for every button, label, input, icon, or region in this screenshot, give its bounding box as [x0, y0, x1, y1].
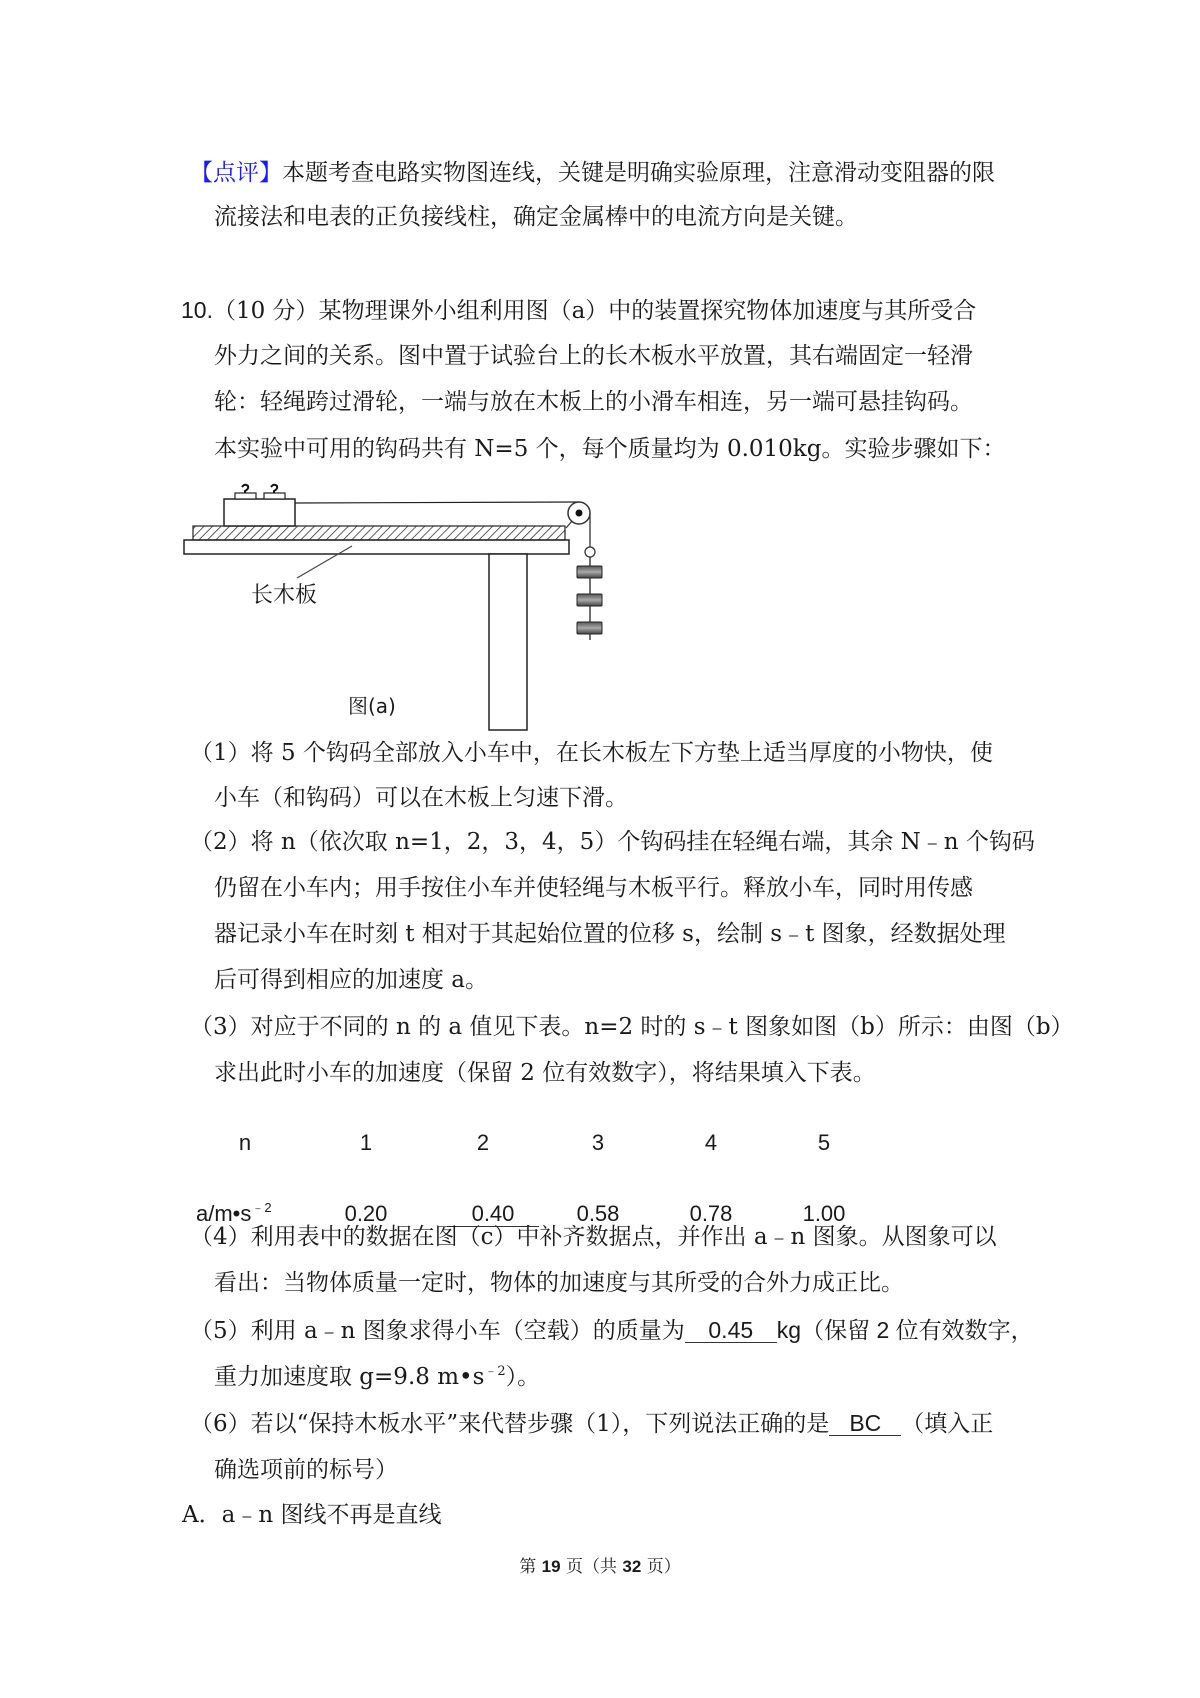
table-n-value: 4	[704, 1130, 718, 1155]
question-text-4: 本实验中可用的钩码共有 N=5 个，每个质量均为 0.010kg。实验步骤如下：	[214, 436, 1006, 462]
step-4-text-2: 看出：当物体质量一定时，物体的加速度与其所受的合外力成正比。	[214, 1270, 904, 1296]
table-header-a-exponent: ﹣2	[251, 1200, 272, 1215]
step-5-text-before: （5）利用 a﹣n 图象求得小车（空载）的质量为	[190, 1318, 685, 1344]
step-3-line-2	[214, 1058, 876, 1088]
table-top	[184, 540, 569, 554]
step-1-text-2: 小车（和钩码）可以在木板上匀速下滑。	[214, 785, 628, 811]
footer-total-pages: 32	[622, 1557, 642, 1576]
cart-weight-hook-1	[242, 485, 248, 493]
option-a	[182, 1500, 441, 1530]
review-tag: 【点评】	[190, 160, 282, 186]
step-1-line-1	[190, 738, 993, 768]
table-n-value: 3	[591, 1130, 605, 1155]
step-5-text-2-end: ）。	[505, 1364, 541, 1390]
step-2-line-1	[190, 827, 1035, 857]
step-2-line-2	[214, 873, 973, 903]
table-a-value: 0.20	[344, 1201, 388, 1226]
review-text-2: 流接法和电表的正负接线柱，确定金属棒中的电流方向是关键。	[214, 204, 858, 230]
question-number: 10.	[181, 297, 213, 323]
table-n-value: 2	[476, 1130, 490, 1155]
table-a-value: 0.58	[576, 1201, 620, 1226]
step-6-text-before: （6）若以“保持木板水平”来代替步骤（1），下列说法正确的是	[190, 1411, 830, 1437]
step-1-line-2	[214, 783, 628, 813]
step-2-line-4	[214, 965, 488, 995]
hanging-weight-2	[577, 594, 602, 606]
step-5-answer-blank: 0.45	[685, 1318, 777, 1343]
question-text-2: 外力之间的关系。图中置于试验台上的长木板水平放置，其右端固定一轻滑	[214, 343, 973, 369]
table-a-value: 0.78	[689, 1201, 733, 1226]
long-board	[193, 526, 565, 540]
step-5-line-1	[190, 1315, 1034, 1345]
hook-ring	[585, 547, 595, 557]
option-a-text: A．a﹣n 图线不再是直线	[182, 1502, 442, 1528]
step-5-text-2: 重力加速度取 g=9.8 m•s	[214, 1364, 485, 1390]
question-points: （10 分）	[212, 298, 319, 324]
step-4-text-1: （4）利用表中的数据在图（c）中补齐数据点，并作出 a﹣n 图象。从图象可以	[190, 1224, 997, 1250]
hanging-weight-3	[577, 622, 602, 634]
question-text-1: 某物理课外小组利用图（a）中的装置探究物体加速度与其所受合	[318, 298, 977, 324]
board-label: 长木板	[251, 583, 318, 608]
footer-prefix: 第	[519, 1557, 542, 1577]
figure-caption: 图(a)	[348, 694, 396, 718]
step-2-text-3: 器记录小车在时刻 t 相对于其起始位置的位移 s，绘制 s﹣t 图象，经数据处理	[214, 921, 1006, 947]
table-leg	[489, 554, 527, 730]
table-header-a-text: a/m•s	[196, 1201, 252, 1226]
step-3-text-1: （3）对应于不同的 n 的 a 值见下表。n=2 时的 s﹣t 图象如图（b）所示：由图（b）	[190, 1014, 1074, 1040]
hanging-weight-1	[577, 566, 602, 578]
footer-middle: 页（共	[560, 1557, 623, 1577]
cart-weight-2	[264, 493, 285, 499]
table-a-value-answer-text: 0.40	[447, 1202, 539, 1227]
pulley-axle	[576, 510, 583, 517]
step-4-line-1	[190, 1222, 997, 1252]
step-5-text-after: kg（保留 2 位有效数字，	[776, 1317, 1034, 1343]
step-6-answer-blank: BC	[829, 1411, 901, 1436]
rope-horizontal	[295, 502, 579, 503]
step-2-text-4: 后可得到相应的加速度 a。	[214, 967, 489, 993]
apparatus-figure	[0, 0, 1200, 760]
step-1-text-1: （1）将 5 个钩码全部放入小车中，在长木板左下方垫上适当厚度的小物快，使	[190, 740, 993, 766]
cart-weight-hook-2	[271, 485, 277, 493]
table-a-value: 1.00	[802, 1201, 846, 1226]
question-text-3: 轮：轻绳跨过滑轮，一端与放在木板上的小滑车相连，另一端可悬挂钩码。	[214, 389, 973, 415]
step-6-text-2: 确选项前的标号）	[214, 1457, 398, 1483]
step-4-line-2	[214, 1268, 904, 1298]
cart-weight-1	[235, 493, 256, 499]
footer-page-number: 19	[541, 1557, 561, 1576]
step-2-text-2: 仍留在小车内；用手按住小车并使轻绳与木板平行。释放小车，同时用传感	[214, 875, 973, 901]
step-5-exponent: ﹣2	[484, 1364, 506, 1379]
review-text-1: 本题考查电路实物图连线，关键是明确实验原理，注意滑动变阻器的限	[282, 160, 995, 186]
page-footer	[0, 1552, 1200, 1577]
step-3-text-2: 求出此时小车的加速度（保留 2 位有效数字），将结果填入下表。	[214, 1060, 876, 1086]
step-5-line-2	[214, 1362, 540, 1392]
step-6-line-2	[214, 1455, 398, 1485]
step-2-text-1: （2）将 n（依次取 n=1，2，3，4，5）个钩码挂在轻绳右端，其余 N﹣n 个钩码	[190, 829, 1035, 855]
step-2-line-3	[214, 919, 1006, 949]
step-3-line-1	[190, 1012, 1074, 1042]
table-header-n: n	[238, 1130, 252, 1155]
footer-suffix: 页）	[641, 1557, 681, 1577]
step-6-line-1	[190, 1409, 993, 1439]
step-6-text-after: （填入正	[901, 1411, 994, 1437]
table-n-value: 1	[359, 1130, 373, 1155]
table-n-value: 5	[817, 1130, 831, 1155]
cart	[224, 499, 295, 526]
